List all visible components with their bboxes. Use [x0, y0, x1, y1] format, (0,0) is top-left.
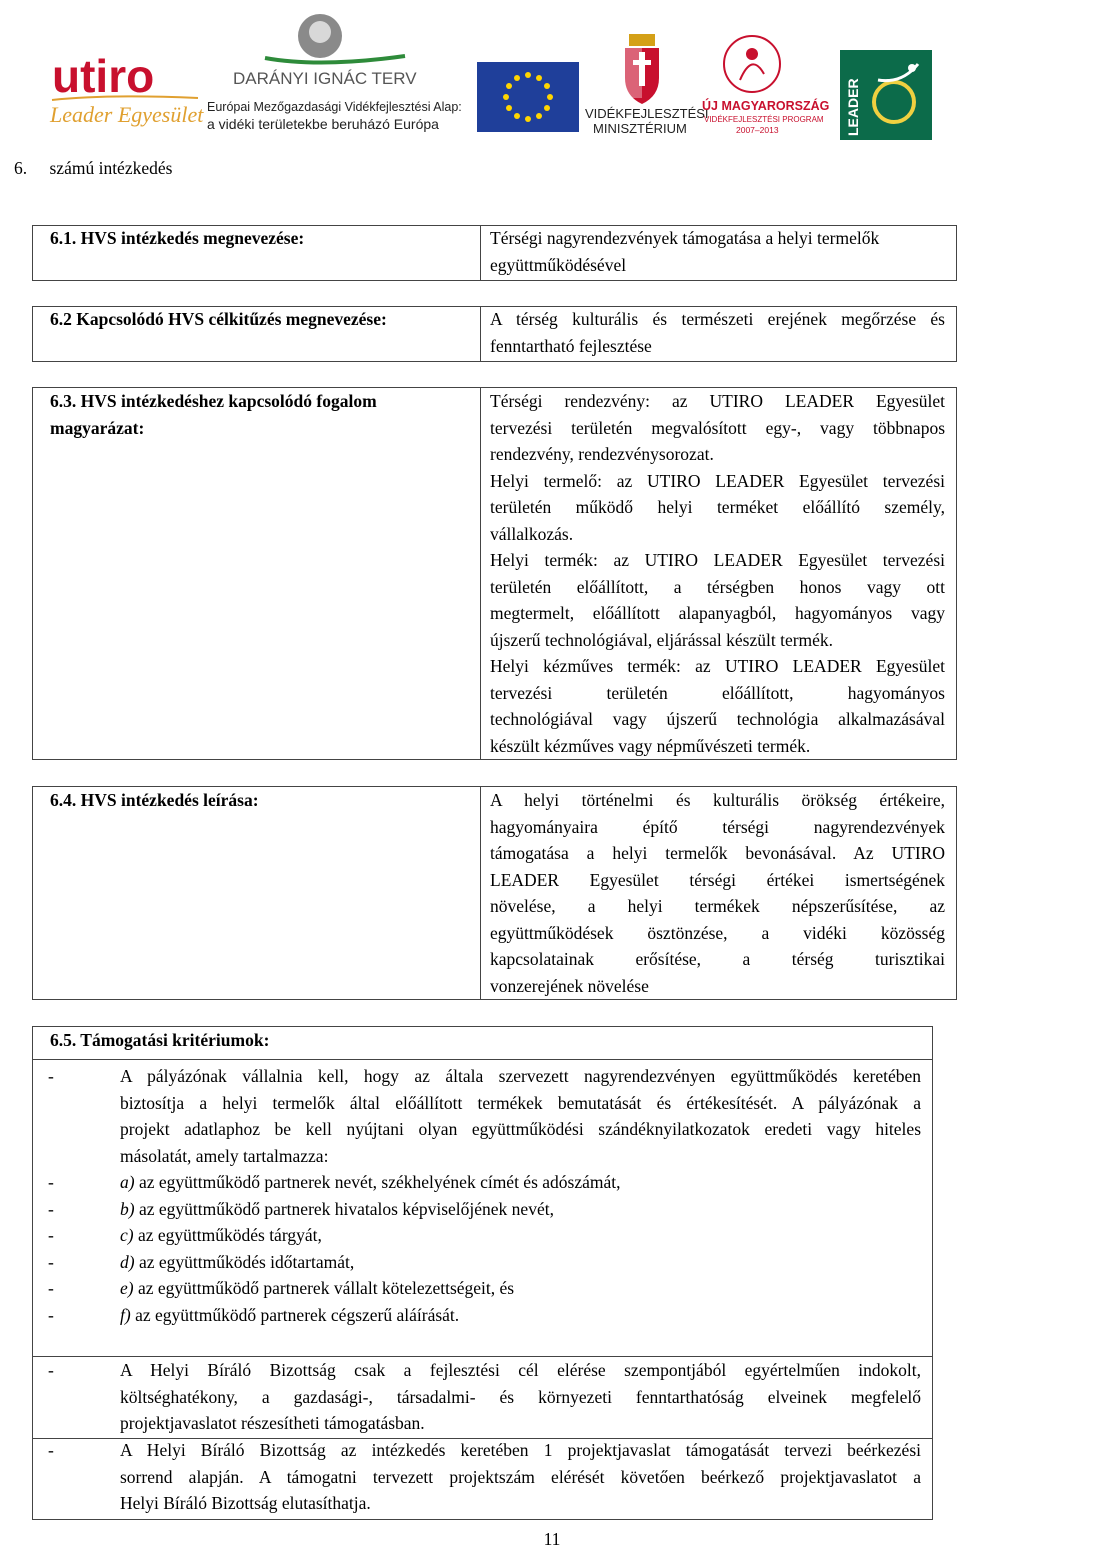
criteria-2-text: A Helyi Bíráló Bizottság csak a fejlesztési cél elérése szempontjából egyértelműen indokolt, költséghatékony, a gazdasági-, társadalmi- és környezeti fenntarthatóság elveinek megfelelő projektjavaslatot részesítheti támogatásban. — [120, 1360, 921, 1433]
section-6-4-value: A helyi történelmi és kulturális örökség értékeire, hagyományaira építő térségi nagyrendezvények támogatása a helyi termelők bevonásával. Az UTIRO LEADER Egyesület térségi értékei ismertségének növelése, a helyi termékek népszerűsítése, az együttműködések ösztönzése, a vidéki közösség kapcsolatainak erősítése, a térség turisztikai vonzerejének növelése — [490, 790, 945, 996]
vm-line2: MINISZTÉRIUM — [593, 121, 687, 136]
daranyi-ignac-terv-logo — [205, 8, 467, 134]
videkfejlesztesi-miniszterium-logo — [583, 30, 709, 136]
darany-line2: a vidéki területekbe beruházó Európa — [207, 116, 439, 132]
darany-title: DARÁNYI IGNÁC TERV — [233, 69, 417, 88]
list-item: d) az együttműködés időtartamát, — [120, 1251, 355, 1272]
section-6-4-label: 6.4. HVS intézkedés leírása: — [50, 790, 259, 810]
darany-line1: Európai Mezőgazdasági Vidékfejlesztési Alap: — [207, 100, 462, 114]
uj-line3: 2007–2013 — [736, 125, 779, 135]
criteria-3-text: A Helyi Bíráló Bizottság az intézkedés keretében 1 projektjavaslat támogatását tervezi beérkezési sorrend alapján. A támogatni tervezett projektszám elérését követően beérkező projektjavaslatot a Helyi Bíráló Bizottság elutasíthatja. — [120, 1440, 921, 1513]
section-6-3-label: 6.3. HVS intézkedéshez kapcsolódó fogalom magyarázat: — [50, 391, 377, 438]
list-dash: - — [48, 1360, 54, 1380]
list-dash: - — [48, 1304, 54, 1325]
list-dash: - — [48, 1251, 54, 1272]
utiro-leader-logo — [48, 48, 203, 130]
section-6-1-label: 6.1. HVS intézkedés megnevezése: — [50, 228, 305, 248]
measure-heading — [14, 155, 172, 182]
utiro-logo-sub: Leader Egyesület — [50, 102, 204, 127]
page-number: 11 — [543, 1529, 561, 1549]
criteria-1-text: A pályázónak vállalnia kell, hogy az általa szervezett nagyrendezvényen együttműködés keretében biztosítja a helyi termelők által előállított termékek bemutatását és értékesítését. A pályázónak a projekt adatlaphoz be kell nyújtani olyan együttműködési szándéknyilatkozatok eredeti vagy hiteles másolatát, amely tartalmazza: — [120, 1066, 921, 1166]
list-dash: - — [48, 1278, 54, 1298]
list-dash: - — [48, 1440, 54, 1460]
uj-magyarorszag-logo — [700, 30, 830, 136]
list-dash: - — [48, 1066, 54, 1086]
list-item: b) az együttműködő partnerek hivatalos képviselőjének nevét, — [120, 1198, 554, 1219]
section-6-2-label: 6.2 Kapcsolódó HVS célkitűzés megnevezése: — [50, 309, 387, 329]
leader-logo — [840, 50, 932, 140]
eu-flag-logo — [477, 62, 579, 132]
list-item: e) az együttműködő partnerek vállalt kötelezettségeit, és — [120, 1278, 515, 1298]
list-dash: - — [48, 1198, 54, 1219]
list-dash: - — [48, 1225, 54, 1245]
uj-line1: ÚJ MAGYARORSZÁG — [702, 99, 830, 113]
leader-logo-word: LEADER — [845, 78, 861, 136]
section-6-3-value: Térségi rendezvény: az UTIRO LEADER Egyesület tervezési területén megvalósított egy-, vagy többnapos rendezvény, rendezvénysorozat. Helyi termelő: az UTIRO LEADER Egyesület tervezési területén működő helyi terméket előállító személy, vállalkozás. Helyi termék: az UTIRO LEADER Egyesület tervezési területén előállított, a térségben honos vagy ott megtermelt, előállított alapanyagból, hagyományos vagy újszerű technológiával, eljárással készült termék. Helyi kézműves termék: az UTIRO LEADER Egyesület tervezési területén előállított, hagyományos technológiával vagy újszerű technológia alkalmazásával készült kézműves vagy népművészeti termék. — [490, 391, 945, 756]
uj-line2: VIDÉKFEJLESZTÉSI PROGRAM — [704, 115, 824, 124]
section-6-2-value: A térség kulturális és természeti erejének megőrzése és fenntartható fejlesztése — [490, 309, 945, 356]
heading-number: 6. — [14, 158, 28, 178]
section-6-1-value: Térségi nagyrendezvények támogatása a helyi termelők együttműködésével — [490, 228, 880, 275]
list-item: f) az együttműködő partnerek cégszerű aláírását. — [120, 1304, 460, 1325]
utiro-logo-word: utiro — [52, 50, 155, 102]
section-6-5-label: 6.5. Támogatási kritériumok: — [50, 1030, 270, 1050]
list-dash: - — [48, 1172, 54, 1192]
list-item: c) az együttműködés tárgyát, — [120, 1225, 322, 1245]
heading-text: számú intézkedés — [49, 158, 173, 178]
list-item: a) az együttműködő partnerek nevét, székhelyének címét és adószámát, — [120, 1172, 621, 1192]
vm-line1: VIDÉKFEJLESZTÉSI — [585, 106, 709, 121]
